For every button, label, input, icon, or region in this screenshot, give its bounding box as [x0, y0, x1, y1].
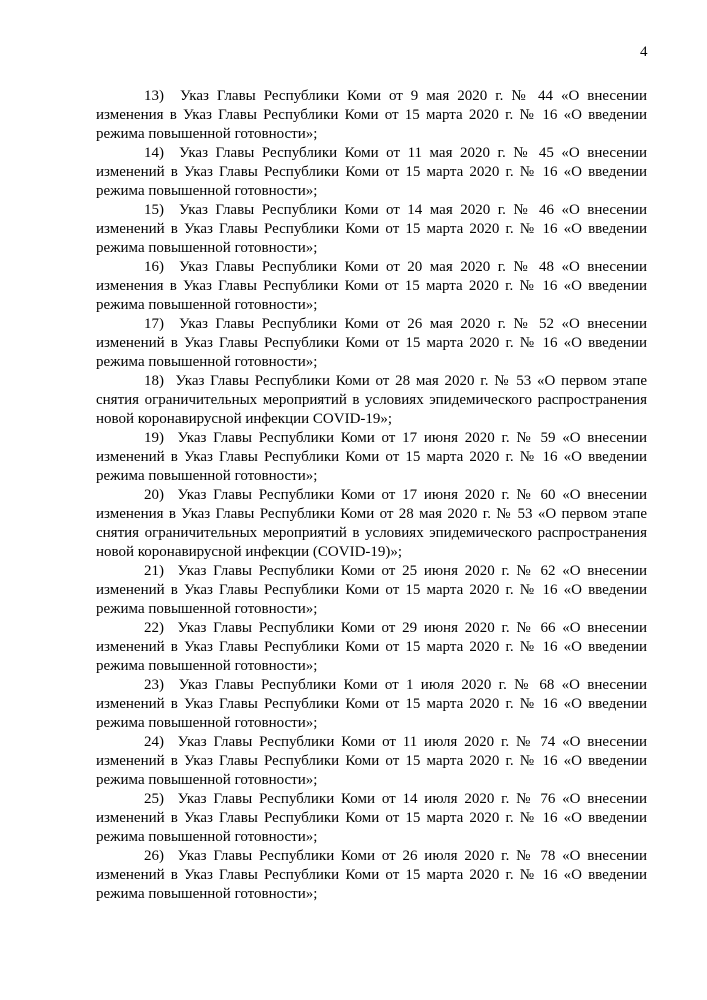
list-item: 15) Указ Главы Республики Коми от 14 мая 2020 г. № 46 «О внесении изменений в Указ Главы Республики Коми от 15 марта 2020 г. № 16 «О введении режима повышенной готовности»;	[96, 202, 647, 256]
list-item: 19) Указ Главы Республики Коми от 17 июня 2020 г. № 59 «О внесении изменений в Указ Главы Республики Коми от 15 марта 2020 г. № 16 «О введении режима повышенной готовности»;	[96, 430, 647, 484]
list-item: 17) Указ Главы Республики Коми от 26 мая 2020 г. № 52 «О внесении изменений в Указ Главы Республики Коми от 15 марта 2020 г. № 16 «О введении режима повышенной готовности»;	[96, 316, 647, 370]
page-number: 4	[640, 44, 648, 60]
list-item: 14) Указ Главы Республики Коми от 11 мая 2020 г. № 45 «О внесении изменений в Указ Главы Республики Коми от 15 марта 2020 г. № 16 «О введении режима повышенной готовности»;	[96, 145, 647, 199]
list-item: 22) Указ Главы Республики Коми от 29 июня 2020 г. № 66 «О внесении изменений в Указ Главы Республики Коми от 15 марта 2020 г. № 16 «О введении режима повышенной готовности»;	[96, 620, 647, 674]
list-item: 23) Указ Главы Республики Коми от 1 июля 2020 г. № 68 «О внесении изменений в Указ Главы Республики Коми от 15 марта 2020 г. № 16 «О введении режима повышенной готовности»;	[96, 677, 647, 731]
list-item: 16) Указ Главы Республики Коми от 20 мая 2020 г. № 48 «О внесении изменения в Указ Главы Республики Коми от 15 марта 2020 г. № 16 «О введении режима повышенной готовности»;	[96, 259, 647, 313]
list-item: 24) Указ Главы Республики Коми от 11 июля 2020 г. № 74 «О внесении изменений в Указ Главы Республики Коми от 15 марта 2020 г. № 16 «О введении режима повышенной готовности»;	[96, 734, 647, 788]
list-item: 21) Указ Главы Республики Коми от 25 июня 2020 г. № 62 «О внесении изменений в Указ Главы Республики Коми от 15 марта 2020 г. № 16 «О введении режима повышенной готовности»;	[96, 563, 647, 617]
decree-list	[96, 87, 647, 904]
list-item: 18) Указ Главы Республики Коми от 28 мая 2020 г. № 53 «О первом этапе снятия ограничительных мероприятий в условиях эпидемического распространения новой коронавирусной инфекции COVID-19»;	[96, 373, 647, 427]
list-item: 20) Указ Главы Республики Коми от 17 июня 2020 г. № 60 «О внесении изменения в Указ Главы Республики Коми от 28 мая 2020 г. № 53 «О первом этапе снятия ограничительных мероприятий в условиях эпидемического распространения новой коронавирусной инфекции (COVID-19)»;	[96, 487, 647, 560]
list-item: 25) Указ Главы Республики Коми от 14 июля 2020 г. № 76 «О внесении изменений в Указ Главы Республики Коми от 15 марта 2020 г. № 16 «О введении режима повышенной готовности»;	[96, 791, 647, 845]
list-item: 26) Указ Главы Республики Коми от 26 июля 2020 г. № 78 «О внесении изменений в Указ Главы Республики Коми от 15 марта 2020 г. № 16 «О введении режима повышенной готовности»;	[96, 848, 647, 902]
list-item: 13) Указ Главы Республики Коми от 9 мая 2020 г. № 44 «О внесении изменения в Указ Главы Республики Коми от 15 марта 2020 г. № 16 «О введении режима повышенной готовности»;	[96, 88, 647, 142]
